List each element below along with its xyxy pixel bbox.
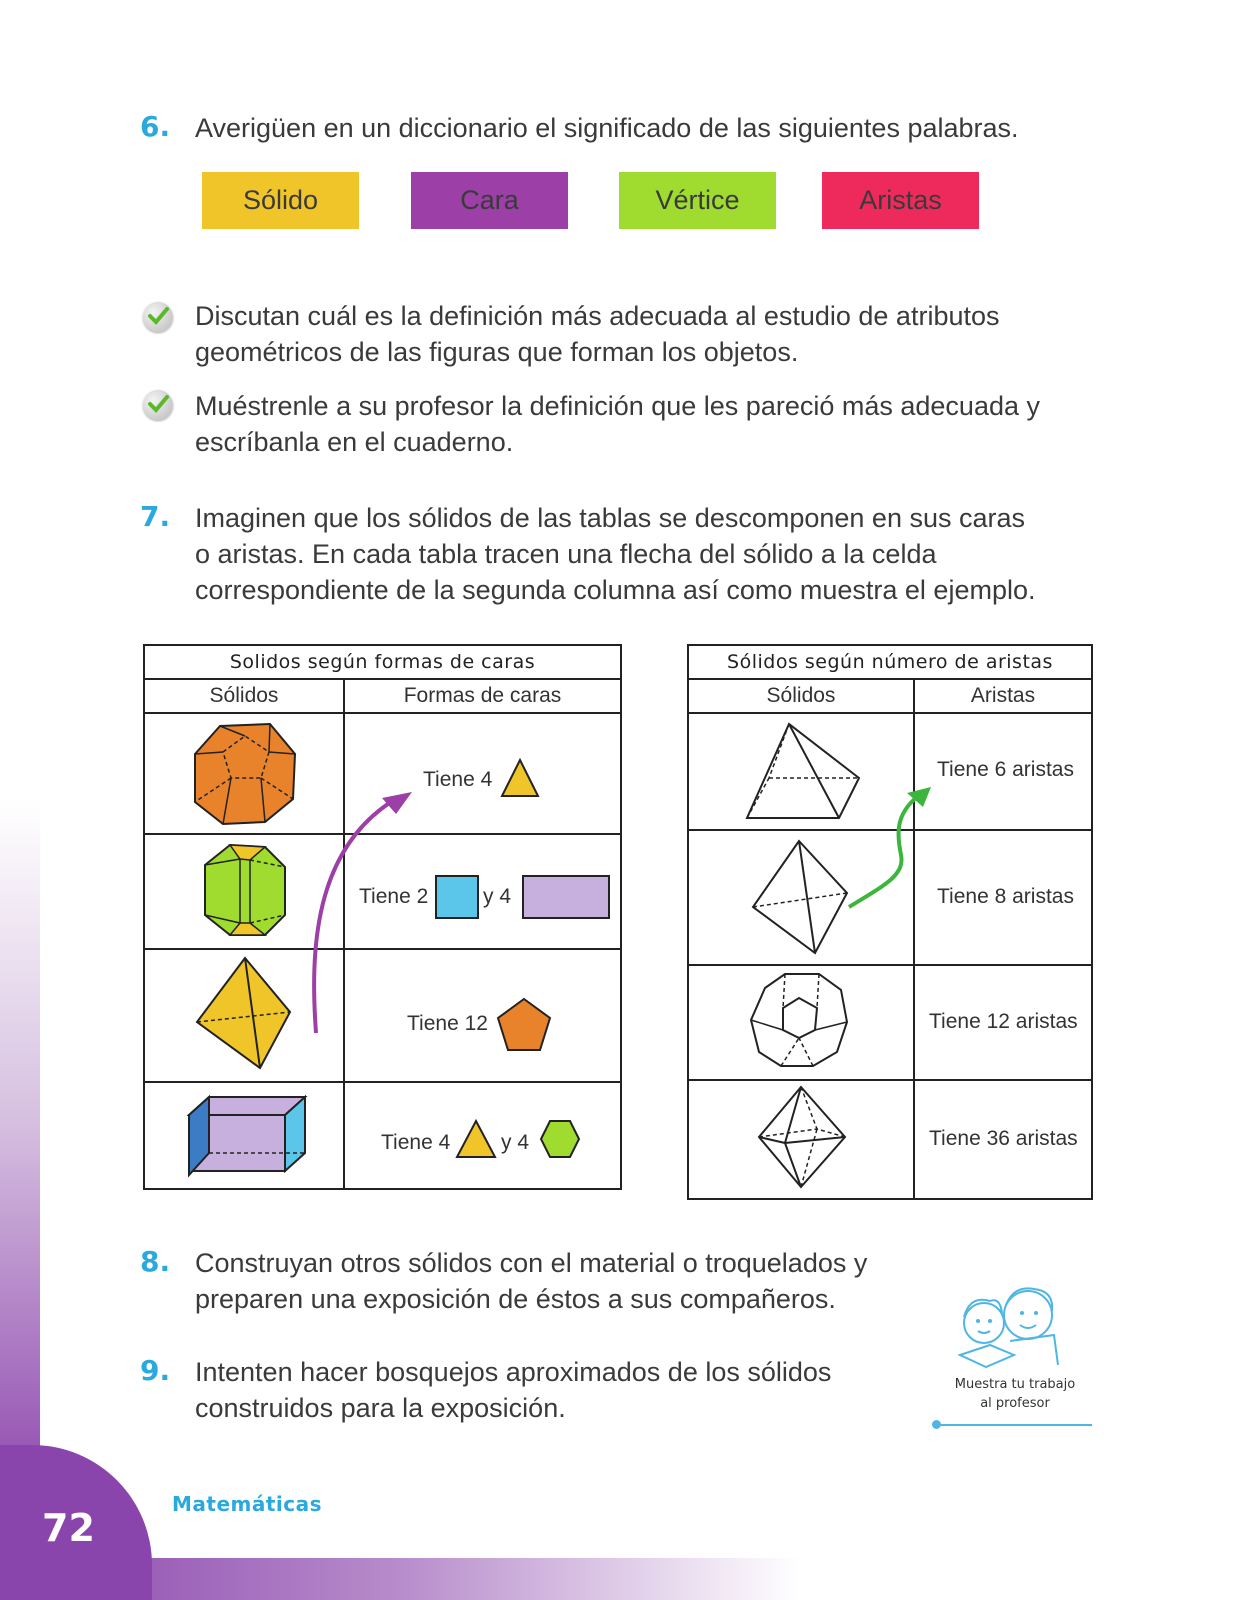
- octahedron-icon: [689, 1081, 911, 1193]
- table-faces-title: Solidos según formas de caras: [144, 645, 621, 679]
- word-box-aristas: [822, 172, 979, 229]
- question-7-line-3: correspondiente de la segunda columna así como muestra el ejemplo.: [195, 575, 1036, 605]
- faces-row-1-text: Tiene 4: [423, 767, 493, 791]
- question-8-number: 8.: [140, 1245, 171, 1278]
- badge-underline: [937, 1424, 1092, 1426]
- check-icon: [143, 390, 173, 420]
- table-row: [688, 965, 914, 1080]
- word-label: Cara: [460, 185, 519, 215]
- bullet-1-line-2: geométricos de las figuras que forman los objetos.: [195, 337, 799, 367]
- page-number: 72: [42, 1506, 95, 1550]
- word-label: Sólido: [242, 185, 319, 215]
- question-9-line-1: Intenten hacer bosquejos aproximados de los sólidos: [195, 1357, 832, 1387]
- rectangle-icon: [522, 875, 610, 919]
- question-7-number: 7.: [140, 500, 171, 533]
- bullet-2-line-1: Muéstrenle a su profesor la definición que les pareció más adecuada y: [195, 391, 1040, 421]
- table-edges-col-solids: Sólidos: [688, 679, 914, 713]
- example-arrow-icon: [845, 785, 945, 915]
- word-box-vertice: [619, 172, 776, 229]
- question-7-line-1: Imaginen que los sólidos de las tablas se descomponen en sus caras: [195, 503, 1025, 533]
- footer-subject: Matemáticas: [172, 1492, 323, 1516]
- table-faces-col-shapes: Formas de caras: [344, 679, 621, 713]
- triangle-icon: [455, 1119, 497, 1159]
- question-7-line-2: o aristas. En cada tabla tracen una flecha del sólido a la celda: [195, 539, 937, 569]
- faces-row-2-mid: y 4: [483, 884, 512, 908]
- rectangular-prism-icon: [145, 1083, 341, 1183]
- hexagon-icon: [539, 1119, 581, 1159]
- example-arrow-icon: [300, 790, 420, 1040]
- table-row: [914, 1080, 1092, 1199]
- edges-row-2-text: Tiene 8 aristas: [937, 884, 1074, 908]
- table-faces-col-solids: Sólidos: [144, 679, 344, 713]
- question-6-text: Averigüen en un diccionario el significado de las siguientes palabras.: [195, 113, 1019, 143]
- table-edges-col-edges: Aristas: [914, 679, 1092, 713]
- bullet-1-line-1: Discutan cuál es la definición más adecuada al estudio de atributos: [195, 301, 1000, 331]
- truncated-octahedron-icon: [689, 966, 911, 1074]
- bullet-2-line-2: escríbanla en el cuaderno.: [195, 427, 514, 457]
- table-row: [688, 1080, 914, 1199]
- word-label: Aristas: [859, 185, 942, 215]
- question-9-number: 9.: [140, 1354, 171, 1387]
- badge-line-2: al profesor: [980, 1396, 1050, 1411]
- question-6-number: 6.: [140, 110, 171, 143]
- faces-row-3-text: Tiene 12: [407, 1011, 488, 1035]
- edges-row-4-text: Tiene 36 aristas: [929, 1126, 1078, 1150]
- word-label: Vértice: [655, 185, 740, 215]
- table-row: [914, 965, 1092, 1080]
- kids-illustration-icon: [950, 1285, 1080, 1375]
- badge-line-1: Muestra tu trabajo: [954, 1377, 1076, 1392]
- question-8-line-1: Construyan otros sólidos con el material o troquelados y: [195, 1248, 868, 1278]
- edges-row-1-text: Tiene 6 aristas: [937, 757, 1074, 781]
- table-edges: [687, 644, 1093, 1200]
- edges-row-3-text: Tiene 12 aristas: [929, 1009, 1078, 1033]
- word-box-cara: [411, 172, 568, 229]
- faces-row-4-text: Tiene 4: [381, 1130, 451, 1154]
- table-edges-title: Sólidos según número de aristas: [688, 645, 1092, 679]
- question-9-line-2: construidos para la exposición.: [195, 1393, 566, 1423]
- word-box-solido: [202, 172, 359, 229]
- check-icon: [143, 302, 173, 332]
- pentagon-icon: [495, 996, 553, 1054]
- faces-row-4-mid: y 4: [501, 1130, 530, 1154]
- badge-dot: [932, 1420, 941, 1429]
- square-icon: [435, 875, 479, 919]
- faces-row-2-text: Tiene 2: [359, 884, 429, 908]
- triangle-icon: [500, 758, 540, 798]
- table-row: [144, 1082, 344, 1189]
- question-8-line-2: preparen una exposición de éstos a sus compañeros.: [195, 1284, 836, 1314]
- table-row: [344, 1082, 621, 1189]
